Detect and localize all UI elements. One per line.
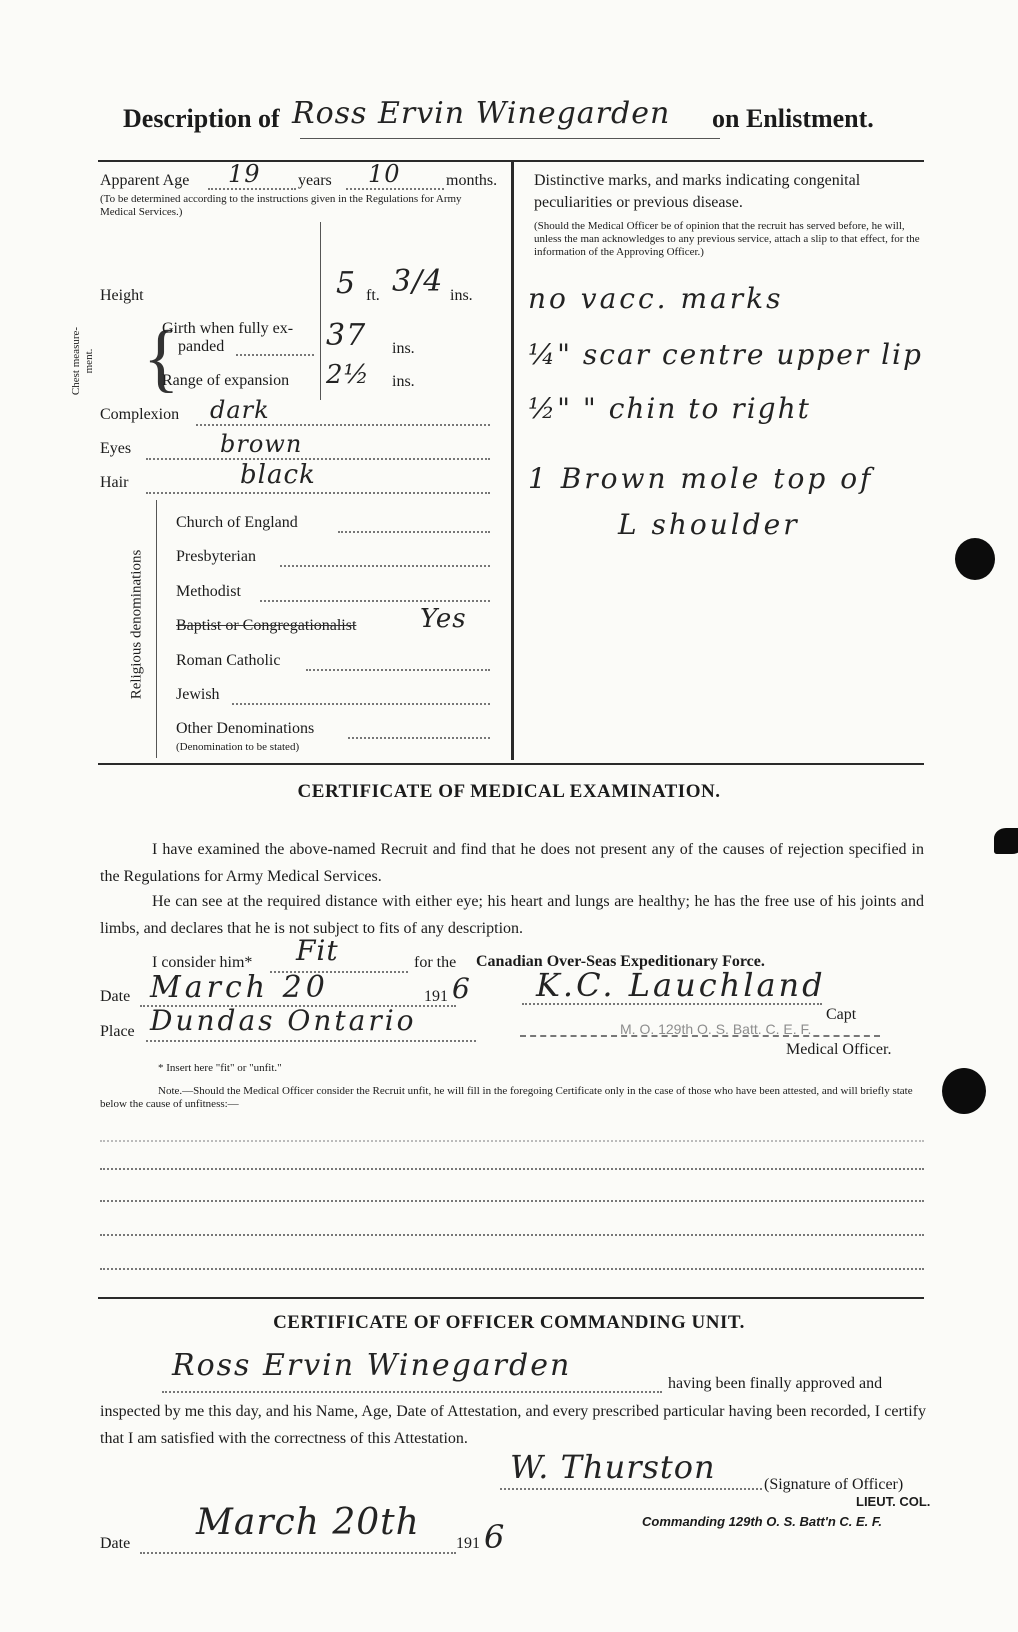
girth-line	[236, 354, 314, 356]
years-label: years	[298, 172, 332, 189]
commanding-officer-signature: W. Thurston	[510, 1448, 716, 1486]
jewish-line	[232, 703, 490, 705]
commanding-text-b: inspected by me this day, and his Name, Age, Date of Attestation, and every prescribed particular having been recorded, I certify that I am satisfied with the correctness of this Attestation.	[100, 1403, 926, 1447]
section-divider	[98, 763, 924, 765]
commanding-name-line	[162, 1391, 662, 1393]
scan-mark	[994, 828, 1018, 854]
other-line	[348, 737, 490, 739]
girth-value: 37	[326, 318, 367, 353]
religion-baptist-text: Baptist or Congregationalist	[176, 617, 357, 634]
unfit-line-2	[100, 1168, 924, 1170]
hair-value: black	[240, 460, 316, 490]
fit-footnote: * Insert here "fit" or "unfit."	[158, 1062, 282, 1074]
chest-bracket: {	[143, 316, 180, 400]
medical-officer-signature: K.C. Lauchland	[536, 966, 826, 1004]
commanding-year-digit: 6	[484, 1518, 506, 1556]
eyes-label: Eyes	[100, 440, 132, 457]
place-label: Place	[100, 1023, 135, 1040]
months-label: months.	[446, 172, 498, 189]
medical-stamp: M. O. 129th O. S. Batt. C. E. F.	[620, 1021, 812, 1037]
force-name: Canadian Over-Seas Expeditionary Force.	[476, 953, 765, 970]
presbyterian-line	[280, 565, 490, 567]
age-years-value: 19	[228, 160, 261, 188]
commanding-recruit-name: Ross Ervin Winegarden	[172, 1348, 572, 1383]
mark-2: ¼" scar centre upper lip	[528, 338, 923, 371]
unfit-line-4	[100, 1234, 924, 1236]
commanding-year-prefix: 191	[456, 1535, 480, 1552]
consider-label: I consider him*	[152, 954, 253, 971]
commanding-text-a: having been finally approved and	[668, 1375, 883, 1392]
girth-unit: ins.	[392, 340, 415, 357]
girth-label-1: Girth when fully ex-	[162, 320, 294, 337]
marks-note: (Should the Medical Officer be of opinion that the recruit has served before, he will, unless the man acknowledges to any previous service, attach a slip to that effect, for the information of the Approving Officer.)	[534, 220, 920, 258]
religion-church-of-england: Church of England	[176, 514, 298, 531]
age-label: Apparent Age	[100, 172, 190, 189]
punch-hole-bottom	[942, 1068, 986, 1114]
range-label: Range of expansion	[162, 372, 290, 389]
medical-para-2: He can see at the required distance with either eye; his heart and lungs are healthy; he has the free use of his joints and limbs, and declares that he is not subject to fits of any description.	[100, 893, 924, 937]
baptist-value: Yes	[420, 604, 467, 634]
consider-for: for the	[414, 954, 457, 971]
mark-4: 1 Brown mole top of	[528, 462, 874, 495]
eyes-line	[146, 458, 490, 460]
medical-officer-label: Medical Officer.	[786, 1041, 892, 1058]
commanding-heading: CERTIFICATE OF OFFICER COMMANDING UNIT.	[273, 1312, 745, 1333]
unit-stamp: Commanding 129th O. S. Batt'n C. E. F.	[642, 1514, 883, 1529]
rank-stamp: LIEUT. COL.	[856, 1494, 931, 1509]
complexion-label: Complexion	[100, 406, 180, 423]
unfit-line-5	[100, 1268, 924, 1270]
consider-value: Fit	[296, 934, 339, 967]
signature-label: (Signature of Officer)	[764, 1476, 904, 1493]
title-prefix: Description of	[123, 104, 280, 133]
commanding-signature-line	[500, 1488, 762, 1490]
commanding-date-value: March 20th	[196, 1502, 420, 1543]
complexion-line	[196, 424, 490, 426]
mark-5: L shoulder	[618, 508, 800, 541]
unfit-note: Note.—Should the Medical Officer consider the Recruit unfit, he will fill in the foregoing Certificate only in the case of those who have been attested, and will briefly state below the cause of unfitness:—	[100, 1085, 913, 1110]
mark-3: ½" " chin to right	[528, 392, 811, 425]
medical-date-value: March 20	[150, 970, 329, 1005]
religion-side-label: Religious denominations	[128, 549, 145, 700]
medical-signature-line	[522, 1003, 822, 1005]
range-unit: ins.	[392, 373, 415, 390]
methodist-line	[260, 600, 490, 602]
medical-year-digit: 6	[452, 972, 471, 1005]
punch-hole-top	[955, 538, 995, 580]
ft-label: ft.	[366, 287, 380, 304]
form-title	[123, 104, 280, 134]
title-suffix: on Enlistment.	[712, 104, 874, 133]
hair-line	[146, 492, 490, 494]
religion-methodist: Methodist	[176, 583, 241, 600]
place-value: Dundas Ontario	[150, 1004, 417, 1037]
unfit-line-3	[100, 1200, 924, 1202]
church-of-england-line	[338, 531, 490, 533]
age-note: (To be determined according to the instructions given in the Regulations for Army Medical Services.)	[100, 193, 462, 218]
religion-other: Other Denominations	[176, 720, 315, 737]
title-underline	[300, 138, 720, 139]
mark-1: no vacc. marks	[528, 282, 784, 315]
hair-label: Hair	[100, 474, 129, 491]
height-in-value: 3/4	[392, 264, 444, 299]
religion-presbyterian: Presbyterian	[176, 548, 256, 565]
age-months-value: 10	[368, 160, 401, 188]
commanding-date-label: Date	[100, 1535, 131, 1552]
religion-baptist	[176, 617, 356, 635]
religion-jewish: Jewish	[176, 686, 220, 703]
girth-label-2: panded	[178, 338, 225, 355]
height-ft-value: 5	[336, 266, 357, 301]
chest-side-label: Chest measure-ment.	[70, 326, 95, 396]
medical-date-label: Date	[100, 988, 131, 1005]
medical-year-prefix: 191	[424, 988, 448, 1005]
range-value: 2½	[326, 360, 370, 390]
marks-heading: Distinctive marks, and marks indicating congenital peculiarities or previous disease.	[534, 172, 861, 211]
age-years-line	[208, 188, 296, 190]
lower-divider	[98, 1297, 924, 1299]
ins-label: ins.	[450, 287, 473, 304]
height-label: Height	[100, 287, 144, 304]
column-divider	[511, 160, 514, 760]
religion-bracket	[156, 500, 157, 758]
commanding-date-line	[140, 1552, 456, 1554]
recruit-name: Ross Ervin Winegarden	[292, 96, 671, 131]
denomination-note: (Denomination to be stated)	[176, 741, 300, 753]
eyes-value: brown	[220, 430, 303, 458]
medical-para-1: I have examined the above-named Recruit and find that he does not present any of the causes of rejection specified in the Regulations for Army Medical Services.	[100, 841, 924, 885]
medical-heading: CERTIFICATE OF MEDICAL EXAMINATION.	[297, 781, 721, 802]
unfit-line-1	[100, 1140, 924, 1142]
place-line	[146, 1040, 476, 1042]
measure-divider	[320, 222, 321, 400]
complexion-value: dark	[210, 396, 270, 424]
capt-label: Capt	[826, 1006, 857, 1023]
age-months-line	[346, 188, 444, 190]
religion-roman-catholic: Roman Catholic	[176, 652, 281, 669]
roman-catholic-line	[306, 669, 490, 671]
